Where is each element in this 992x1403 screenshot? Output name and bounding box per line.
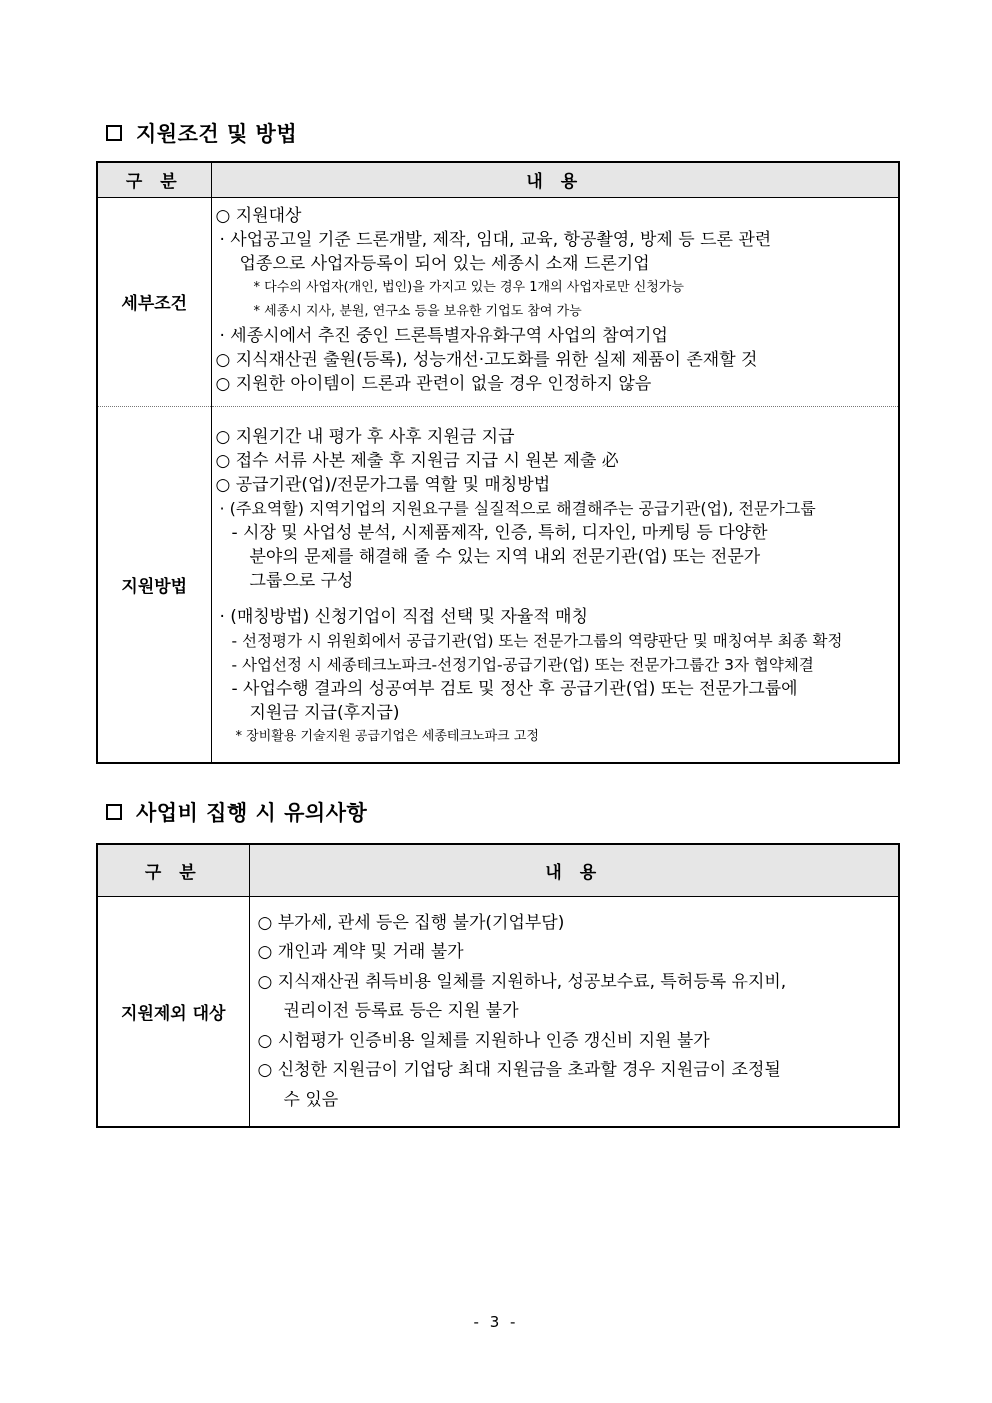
- list-item: · 세종시에서 추진 중인 드론특별자유화구역 사업의 참여기업: [219, 325, 668, 346]
- list-item: - 선정평가 시 위원회에서 공급기관(업) 또는 전문가그룹의 역량판단 및 매칭여부 최종 확정: [231, 631, 843, 650]
- footnote: * 장비활용 기술지원 공급기업은 세종테크노파크 고정: [235, 728, 539, 744]
- table-header-content: 내 용: [249, 844, 899, 896]
- list-item: 지원금 지급(후지급): [249, 702, 400, 723]
- section-title-expense-notes: [106, 797, 367, 827]
- list-item: 분야의 문제를 해결해 줄 수 있는 지역 내외 전문기관(업) 또는 전문가: [249, 546, 761, 567]
- checkbox-square-icon: [106, 804, 122, 820]
- list-item: ○ 신청한 지원금이 기업당 최대 지원금을 초과할 경우 지원금이 조정될: [257, 1060, 781, 1080]
- footnote: * 세종시 지사, 분원, 연구소 등을 보유한 기업도 참여 가능: [253, 303, 582, 319]
- list-item: ○ 접수 서류 사본 제출 후 지원금 지급 시 원본 제출 必: [215, 450, 619, 471]
- list-item: - 사업선정 시 세종테크노파크-선정기업-공급기관(업) 또는 전문가그룹간 3자 협약체결: [231, 655, 814, 674]
- checkbox-square-icon: [106, 125, 122, 141]
- list-item: ○ 지식재산권 취득비용 일체를 지원하나, 성공보수료, 특허등록 유지비,: [257, 971, 787, 992]
- list-item: 수 있음: [283, 1089, 339, 1110]
- page-number: - 3 -: [473, 1313, 519, 1331]
- list-item: ○ 시험평가 인증비용 일체를 지원하나 인증 갱신비 지원 불가: [257, 1030, 710, 1051]
- table-header-category: 구 분: [97, 162, 211, 197]
- list-item: · (매칭방법) 신청기업이 직접 선택 및 자율적 매칭: [219, 606, 589, 627]
- list-item: ○ 부가세, 관세 등은 집행 불가(기업부담): [257, 912, 565, 933]
- section-title-text: 사업비 집행 시 유의사항: [136, 800, 368, 825]
- row-content-support-method: [211, 406, 899, 763]
- list-item: ○ 지원기간 내 평가 후 사후 지원금 지급: [215, 426, 515, 447]
- list-item: ○ 개인과 계약 및 거래 불가: [257, 942, 464, 962]
- row-label-support-method: 지원방법: [97, 406, 211, 763]
- list-item: 그룹으로 구성: [249, 570, 354, 591]
- list-item: ○ 지원대상: [215, 205, 302, 226]
- footnote: * 다수의 사업자(개인, 법인)을 가지고 있는 경우 1개의 사업자로만 신청가능: [253, 279, 684, 295]
- list-item: · 사업공고일 기준 드론개발, 제작, 임대, 교육, 항공촬영, 방제 등 드론 관련: [219, 229, 772, 250]
- expense-notes-table: [96, 843, 900, 1128]
- section-title-text: 지원조건 및 방법: [136, 121, 298, 146]
- list-item: 업종으로 사업자등록이 되어 있는 세종시 소재 드론기업: [239, 253, 650, 274]
- list-item: - 시장 및 사업성 분석, 시제품제작, 인증, 특허, 디자인, 마케팅 등 다양한: [231, 522, 768, 543]
- row-label-detail-conditions: 세부조건: [97, 197, 211, 406]
- row-content-excluded-items: [249, 896, 899, 1127]
- row-label-excluded-items: 지원제외 대상: [97, 896, 249, 1127]
- list-item: ○ 지원한 아이템이 드론과 관련이 없을 경우 인정하지 않음: [215, 373, 652, 394]
- row-content-detail-conditions: [211, 197, 899, 406]
- section-title-support-conditions: [106, 118, 297, 148]
- list-item: ○ 공급기관(업)/전문가그룹 역할 및 매칭방법: [215, 474, 551, 495]
- table-header-content: 내 용: [211, 162, 899, 197]
- list-item: · (주요역할) 지역기업의 지원요구를 실질적으로 해결해주는 공급기관(업), 전문가그룹: [219, 498, 816, 518]
- table-header-category: 구 분: [97, 844, 249, 896]
- list-item: - 사업수행 결과의 성공여부 검토 및 정산 후 공급기관(업) 또는 전문가그룹에: [231, 678, 798, 699]
- list-item: ○ 지식재산권 출원(등록), 성능개선·고도화를 위한 실제 제품이 존재할 것: [215, 349, 758, 370]
- list-item: 권리이전 등록료 등은 지원 불가: [283, 1001, 519, 1021]
- support-conditions-table: [96, 161, 900, 764]
